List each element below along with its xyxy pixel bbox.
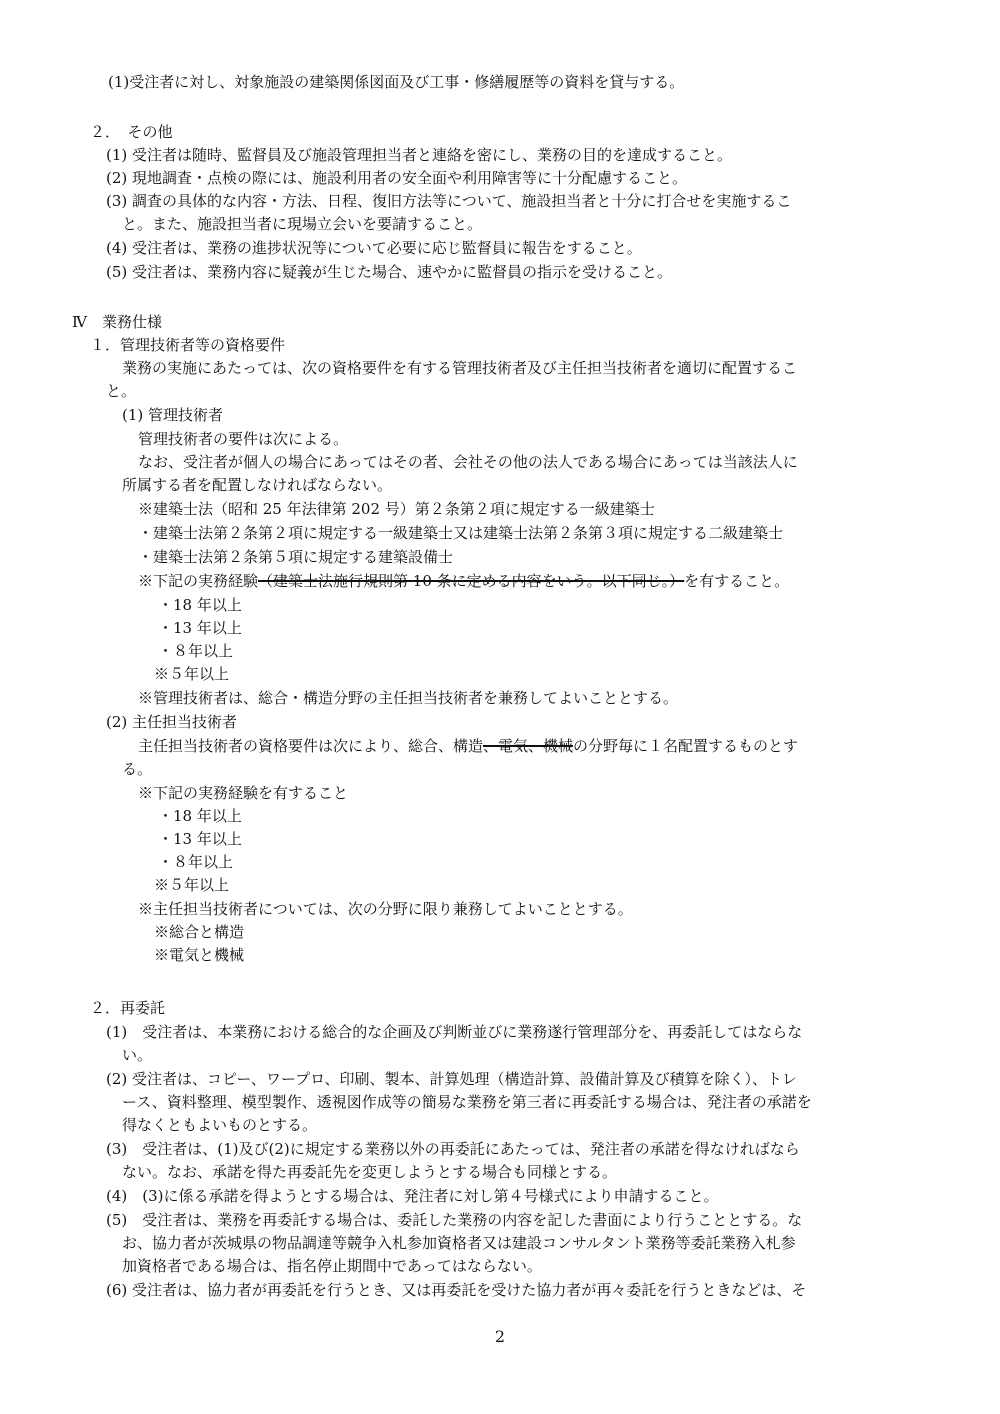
chief-dual-2: ※電気と機械	[154, 946, 245, 964]
subcontract-item-5: (5) 受注者は、業務を再委託する場合は、委託した業務の内容を記した書面により行うこととする。な	[106, 1211, 803, 1229]
spec-intro-cont: と。	[106, 382, 137, 400]
manager-years-5: ※５年以上	[154, 665, 230, 683]
struck-text: 、電気、機械	[483, 737, 574, 755]
subcontract-item-2-cont2: 得なくともよいものとする。	[122, 1116, 318, 1134]
subcontract-item-1-cont: い。	[122, 1046, 153, 1064]
subcontract-item-3-cont: ない。なお、承諾を得た再委託先を変更しようとする場合も同様とする。	[122, 1163, 618, 1181]
chief-req-text: 主任担当技術者の資格要件は次により、総合、構造	[138, 737, 484, 755]
subcontract-item-1: (1) 受注者は、本業務における総合的な企画及び判断並びに業務遂行管理部分を、再委託してはならな	[106, 1023, 803, 1041]
manager-qual-2: ・建築士法第２条第２項に規定する一級建築士又は建築士法第２条第３項に規定する二級建築士	[138, 524, 784, 542]
chief-years-18: ・18 年以上	[158, 807, 242, 825]
other-item-2: (2) 現地調査・点検の際には、施設利用者の安全面や利用障害等に十分配慮すること。	[106, 169, 688, 187]
chief-req-end: の分野毎に１名配置するものとす	[573, 737, 799, 755]
manager-years-18: ・18 年以上	[158, 596, 242, 614]
section-other-heading: ２． その他	[90, 123, 173, 141]
manager-req: 管理技術者の要件は次による。	[138, 430, 349, 448]
manager-note: なお、受注者が個人の場合にあってはその者、会社その他の法人である場合にあっては当該法人に	[138, 453, 798, 471]
chief-years-5: ※５年以上	[154, 876, 230, 894]
spec-subheading-qualifications: １．管理技術者等の資格要件	[90, 336, 286, 354]
subcontract-item-4: (4) (3)に係る承諾を得ようとする場合は、発注者に対し第４号様式により申請すること。	[106, 1187, 719, 1205]
manager-experience-end: を有すること。	[684, 572, 790, 590]
subcontract-item-6: (6) 受注者は、協力者が再委託を行うとき、又は再委託を受けた協力者が再々委託を行うときなどは、そ	[106, 1281, 807, 1299]
page-number: 2	[494, 1327, 506, 1346]
other-item-1: (1) 受注者は随時、監督員及び施設管理担当者と連絡を密にし、業務の目的を達成すること。	[106, 146, 733, 164]
manager-experience-text: ※下記の実務経験	[138, 572, 259, 590]
struck-text: （建築士法施行規則第 10 条に定める内容をいう。以下同じ。）	[258, 572, 685, 590]
manager-dual-role: ※管理技術者は、総合・構造分野の主任担当技術者を兼務してよいこととする。	[138, 689, 679, 707]
subcontract-item-2: (2) 受注者は、コピー、ワープロ、印刷、製本、計算処理（構造計算、設備計算及び積算を除く）、トレ	[106, 1070, 797, 1088]
other-item-4: (4) 受注者は、業務の進捗状況等について必要に応じ監督員に報告をすること。	[106, 239, 642, 257]
chief-experience: ※下記の実務経験を有すること	[138, 784, 349, 802]
manager-years-13: ・13 年以上	[158, 619, 242, 637]
subcontract-item-5-cont2: 加資格者である場合は、指名停止期間中であってはならない。	[122, 1257, 542, 1275]
chief-dual-role: ※主任担当技術者については、次の分野に限り兼務してよいこととする。	[138, 900, 633, 918]
manager-qual-3: ・建築士法第２条第５項に規定する建築設備士	[138, 548, 454, 566]
manager-years-8: ・８年以上	[158, 642, 234, 660]
manager-qual-1: ※建築士法（昭和 25 年法律第 202 号）第２条第２項に規定する一級建築士	[138, 500, 655, 518]
chief-heading: (2) 主任担当技術者	[106, 713, 238, 731]
other-item-3: (3) 調査の具体的な内容・方法、日程、復旧方法等について、施設担当者と十分に打合せを実施するこ	[106, 192, 792, 210]
chief-dual-1: ※総合と構造	[154, 923, 245, 941]
other-item-5: (5) 受注者は、業務内容に疑義が生じた場合、速やかに監督員の指示を受けること。	[106, 263, 673, 281]
chief-req-cont: る。	[122, 760, 153, 778]
top-line: (1)受注者に対し、対象施設の建築関係図面及び工事・修繕履歴等の資料を貸与する。	[108, 73, 685, 91]
chief-years-8: ・８年以上	[158, 853, 234, 871]
chief-years-13: ・13 年以上	[158, 830, 242, 848]
other-item-3-cont: と。また、施設担当者に現場立会いを要請すること。	[122, 215, 483, 233]
manager-note-cont: 所属する者を配置しなければならない。	[122, 476, 393, 494]
subcontract-item-3: (3) 受注者は、(1)及び(2)に規定する業務以外の再委託にあたっては、発注者の承諾を得なければなら	[106, 1140, 800, 1158]
section-spec-heading: Ⅳ 業務仕様	[72, 313, 162, 331]
spec-intro: 業務の実施にあたっては、次の資格要件を有する管理技術者及び主任担当技術者を適切に配置するこ	[122, 359, 798, 377]
manager-heading: (1) 管理技術者	[122, 406, 224, 424]
chief-req	[138, 736, 798, 756]
manager-experience	[138, 571, 789, 591]
subcontract-item-2-cont: ース、資料整理、模型製作、透視図作成等の簡易な業務を第三者に再委託する場合は、発注者の承諾を	[122, 1093, 812, 1111]
subcontract-item-5-cont: お、協力者が茨城県の物品調達等競争入札参加資格者又は建設コンサルタント業務等委託業務入札参	[122, 1234, 796, 1252]
subcontract-heading: ２．再委託	[90, 999, 166, 1017]
